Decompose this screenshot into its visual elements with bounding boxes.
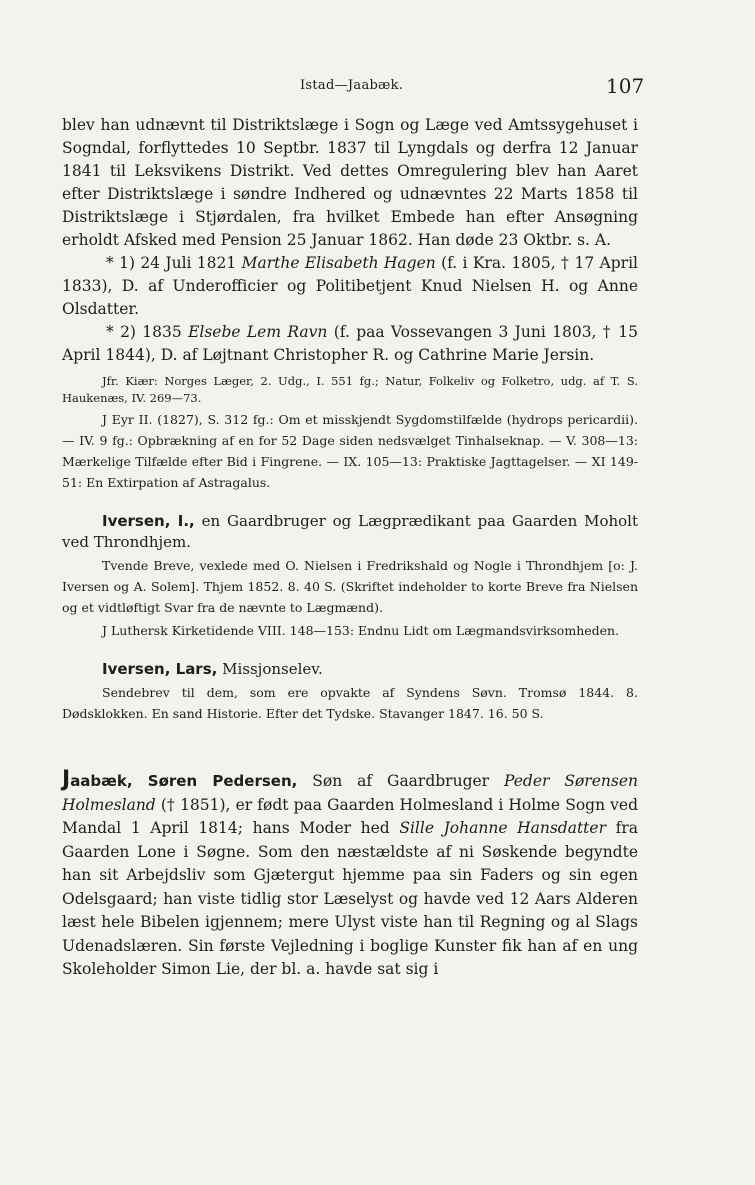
entry-iversen-lars: Iversen, Lars, Missjonselev. [102, 660, 323, 678]
bibliography-fraktur: Sendebrev til dem, som ere opvakte af Syndens Søvn. Tromsø 1844. 8. Dødsklokken. En sand Historie. Efter det Tydske. Stavanger 1847. 16. 50 S. [62, 685, 638, 721]
entry-initial: J [62, 767, 71, 792]
references: Jfr. Kiær: Norges Læger, 2. Udg., I. 551 fg.; Natur, Folkeliv og Folketro, udg. af T. S. Haukenæs, IV. 269—73. [62, 374, 638, 405]
entry-heading: aabæk, Søren Pedersen, [70, 772, 298, 790]
spouse-name: Elsebe Lem Ravn [188, 323, 328, 341]
bibliography-fraktur: J Luthersk Kirketidende VIII. 148—153: Endnu Lidt om Lægmandsvirksomheden. [102, 623, 620, 638]
bibliography-fraktur: J Eyr II. (1827), S. 312 fg.: Om et misskjendt Sygdomstilfælde (hydrops pericardii). — IV. 9 fg.: Opbrækning af en for 52 Dage siden nedsvælget Tinhalseknap. — V. 308—13: Mærkelige Tilfælde efter Bid i Fingrene. — IX. 105—13: Praktiske Jagttagelser. — XI 149-51: En Extirpation af Astragalus. [62, 412, 638, 490]
entry-heading: Iversen, Lars, [102, 660, 218, 678]
entry-iversen-i: Iversen, I., en Gaardbruger og Lægprædikant paa Gaarden Moholt ved Throndhjem. [62, 512, 639, 551]
spouse-name: Marthe Elisabeth Hagen [241, 254, 436, 272]
entry-jaabaek: Jaabæk, Søren Pedersen, Søn af Gaardbruger Peder Sørensen Holmesland († 1851), er født paa Gaarden Holmesland i Holme Sogn ved Mandal 1 April 1814; hans Moder hed Sille Johanne Hansdatter fra Gaarden Lone i Søgne. Som den næstældste af ni Søskende begyndte han sit Arbejdsliv som Gjætergut hjemme paa sin Faders og sin egen Odelsgaard; han viste tidlig stor Læselyst og havde ved 12 Aars Alderen læst hele Bibelen igjennem; mere Ulyst viste han til Regning og al Slags Udenadslæren. Sin første Vejledning i boglige Kunster fik han af en ung Skoleholder Simon Lie, der bl. a. havde sat sig i [62, 767, 638, 978]
section-gap [62, 724, 638, 768]
paragraph-second-marriage: * 2) 1835 Elsebe Lem Ravn (f. paa Vossevangen 3 Juni 1803, † 15 April 1844), D. af Løjtnant Christopher R. og Cathrine Marie Jersin. [62, 323, 638, 364]
paragraph-career: blev han udnævnt til Distriktslæge i Sogn og Læge ved Amtssygehuset i Sogndal, forflyttedes 10 Septbr. 1837 til Lyngdals og derfra 12 Januar 1841 til Leksvikens Distrikt. Ved dettes Omregulering blev han Aaret efter Distriktslæge i søndre Indhered og udnævntes 22 Marts 1858 til Distriktslæge i Stjørdalen, fra hvilket Embede han efter Ansøgning erholdt Afsked med Pension 25 Januar 1862. Han døde 23 Oktbr. s. A. [62, 116, 638, 249]
main-text [62, 114, 638, 982]
mother-name: Sille Johanne Hansdatter [399, 819, 606, 837]
bibliography-fraktur: Tvende Breve, vexlede med O. Nielsen i Fredrikshald og Nogle i Throndhjem [o: J. Iversen og A. Solem]. Thjem 1852. 8. 40 S. (Skriftet indeholder to korte Breve fra Nielsen og et vidtløftigt Svar fra de nævnte to Lægmænd). [62, 558, 638, 615]
page-number: 107 [606, 74, 645, 98]
father-name: Peder Sørensen Holmesland [62, 772, 638, 814]
running-title: Istad—Jaabæk. [300, 78, 404, 93]
paragraph-first-marriage: * 1) 24 Juli 1821 Marthe Elisabeth Hagen (f. i Kra. 1805, † 17 April 1833), D. af Underofficier og Politibetjent Knud Nielsen H. og Anne Olsdatter. [62, 254, 638, 318]
entry-heading: Iversen, I., [102, 512, 195, 530]
